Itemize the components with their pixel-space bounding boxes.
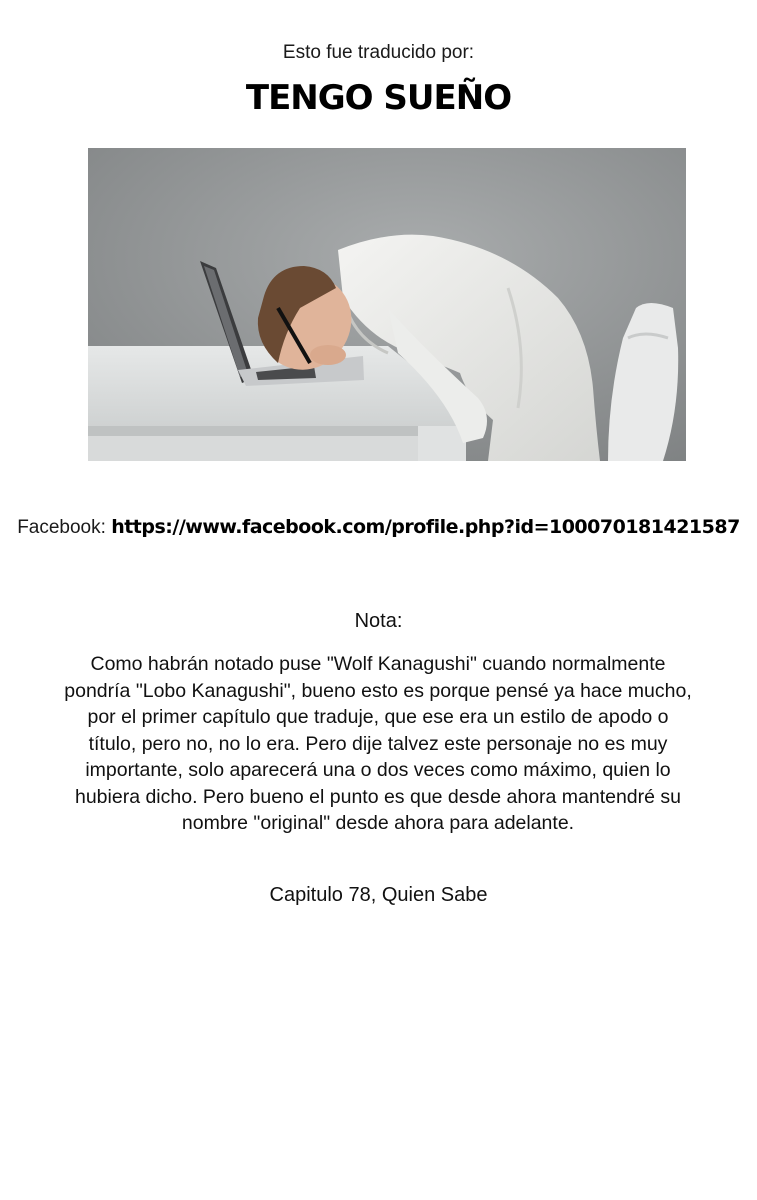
facebook-label: Facebook:	[17, 517, 106, 538]
chapter-title: Capitulo 78, Quien Sabe	[269, 884, 488, 906]
facebook-profile-link[interactable]: https://www.facebook.com/profile.php?id=100070181421587	[111, 516, 740, 538]
facebook-contact-line	[0, 513, 757, 542]
tired-man-photo	[88, 148, 686, 461]
translated-by-label: Esto fue traducido por:	[282, 42, 475, 63]
note-heading: Nota:	[354, 610, 403, 632]
translator-name: TENGO SUEÑO	[245, 78, 512, 118]
note-text: Como habrán notado puse "Wolf Kanagushi" cuando normalmente pondría "Lobo Kanagushi", bueno esto es porque pensé ya hace mucho, por el primer capítulo que traduje, que ese era un estilo de apodo o título, pero no, no lo era. Pero dije talvez este personaje no es muy importante, solo aparecerá una o dos veces como máximo, quien lo hubiera dicho. Pero bueno el punto es que desde ahora mantendré su nombre "original" desde ahora para adelante.	[64, 653, 692, 834]
